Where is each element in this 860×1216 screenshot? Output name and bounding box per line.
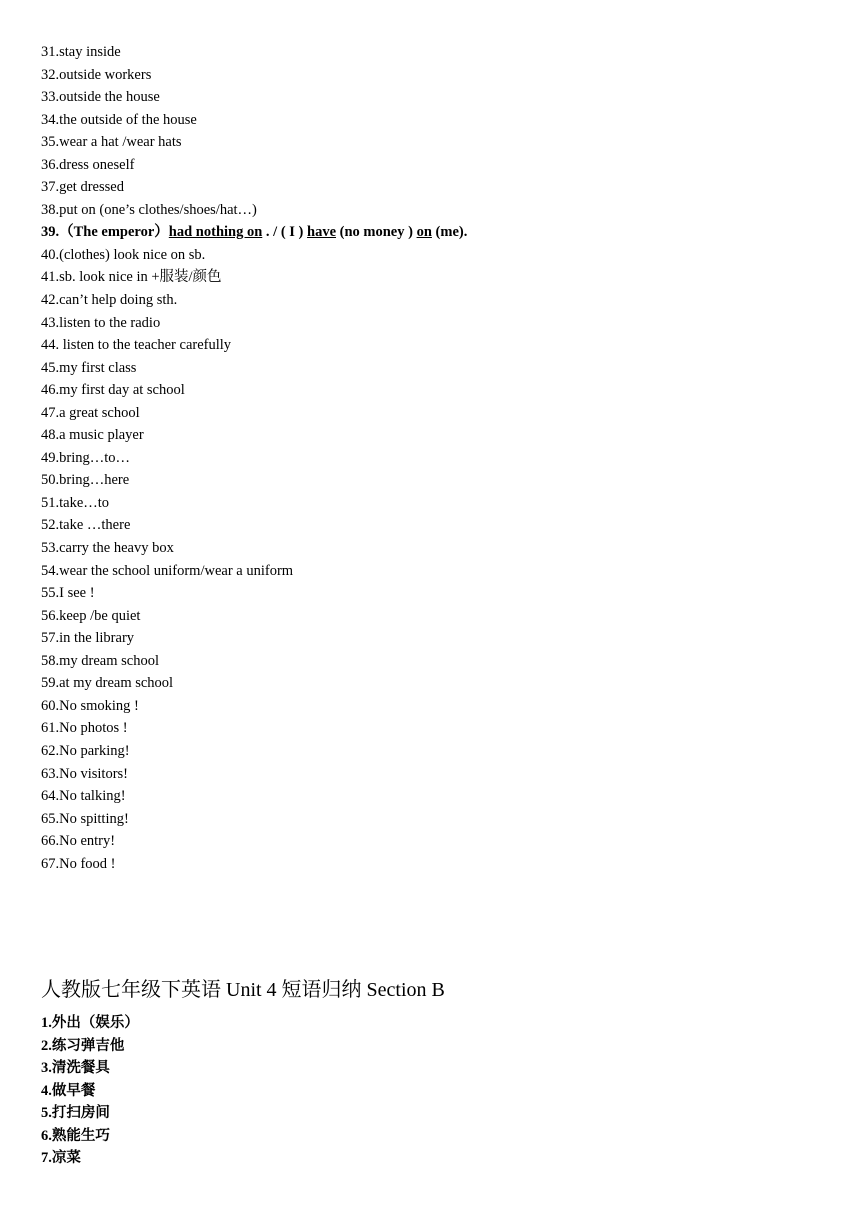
list-item: 36.dress oneself xyxy=(41,156,135,173)
list-item: 40.(clothes) look nice on sb. xyxy=(41,246,206,263)
list-item: 62.No parking! xyxy=(41,742,130,759)
list-item xyxy=(41,1125,821,1148)
item-number: 1. xyxy=(41,1015,52,1031)
list-item xyxy=(41,1102,821,1125)
list-item: 45.my first class xyxy=(41,359,137,376)
list-item xyxy=(41,1012,821,1035)
item-text: 打扫房间 xyxy=(51,1105,110,1121)
list-item: 41.sb. look nice in +服装/颜色 xyxy=(41,269,222,286)
list-item: 57.in the library xyxy=(41,630,135,647)
list-item: 63.No visitors! xyxy=(41,765,128,782)
underlined-phrase: have xyxy=(307,224,337,241)
list-item: 56.keep /be quiet xyxy=(41,607,141,624)
item-number: 4. xyxy=(41,1082,52,1099)
phrase-list-section-a xyxy=(41,41,821,875)
list-item: 31.stay inside xyxy=(41,44,121,60)
item-text: 外出（娱乐） xyxy=(51,1015,139,1031)
section-b-title: 人教版七年级下英语 Unit 4 短语归纳 Section B xyxy=(41,979,445,1001)
list-item: 58.my dream school xyxy=(41,652,159,669)
list-item: 64.No talking! xyxy=(41,788,126,805)
item-number: 7. xyxy=(41,1150,52,1166)
list-item: 51.take…to xyxy=(41,494,110,511)
list-item: 48.a music player xyxy=(41,427,144,444)
list-item: 67.No food ! xyxy=(41,855,116,872)
item-number: 6. xyxy=(41,1127,52,1144)
list-item: 52.take …there xyxy=(41,517,131,534)
phrase-list-section-b xyxy=(41,1012,821,1170)
item-text: (me). xyxy=(431,224,468,241)
list-item: 38.put on (one’s clothes/shoes/hat…) xyxy=(41,201,257,218)
list-item: 34.the outside of the house xyxy=(41,111,197,128)
list-item: 61.No photos ! xyxy=(41,720,128,737)
list-item-39 xyxy=(41,221,821,244)
list-item xyxy=(41,1147,821,1170)
list-item: 43.listen to the radio xyxy=(41,314,161,331)
item-number: 2. xyxy=(41,1037,52,1054)
list-item: 46.my first day at school xyxy=(41,382,185,399)
underlined-phrase: on xyxy=(416,224,432,241)
item-text: . / ( I ) xyxy=(262,224,308,241)
list-item: 55.I see ! xyxy=(41,585,95,602)
item-number: 5. xyxy=(41,1105,52,1121)
list-item: 37.get dressed xyxy=(41,179,124,196)
list-item: 42.can’t help doing sth. xyxy=(41,292,178,309)
item-number: 39. xyxy=(41,224,60,241)
list-item: 49.bring…to… xyxy=(41,449,131,466)
list-item xyxy=(41,1035,821,1058)
list-item: 32.outside workers xyxy=(41,66,152,83)
list-item: 47.a great school xyxy=(41,404,140,421)
item-subject: （The emperor） xyxy=(59,224,169,241)
item-number: 3. xyxy=(41,1060,52,1076)
list-item: 53.carry the heavy box xyxy=(41,540,174,557)
list-item: 35.wear a hat /wear hats xyxy=(41,134,182,151)
list-item: 66.No entry! xyxy=(41,833,116,850)
item-text: 清洗餐具 xyxy=(51,1060,110,1076)
item-text: 练习弹吉他 xyxy=(51,1037,125,1054)
list-item: 33.outside the house xyxy=(41,89,160,106)
list-item: 60.No smoking ! xyxy=(41,697,139,714)
list-item: 65.No spitting! xyxy=(41,810,129,827)
item-text: 熟能生巧 xyxy=(51,1127,110,1144)
list-item: 59.at my dream school xyxy=(41,675,174,692)
list-item xyxy=(41,1057,821,1080)
list-item xyxy=(41,1080,821,1103)
item-text: 凉菜 xyxy=(51,1150,81,1166)
list-item: 50.bring…here xyxy=(41,472,130,489)
underlined-phrase: had nothing on xyxy=(168,224,263,241)
item-text: (no money ) xyxy=(336,224,417,241)
item-text: 做早餐 xyxy=(51,1082,96,1099)
list-item: 44. listen to the teacher carefully xyxy=(41,337,232,354)
list-item: 54.wear the school uniform/wear a uniform xyxy=(41,562,294,579)
